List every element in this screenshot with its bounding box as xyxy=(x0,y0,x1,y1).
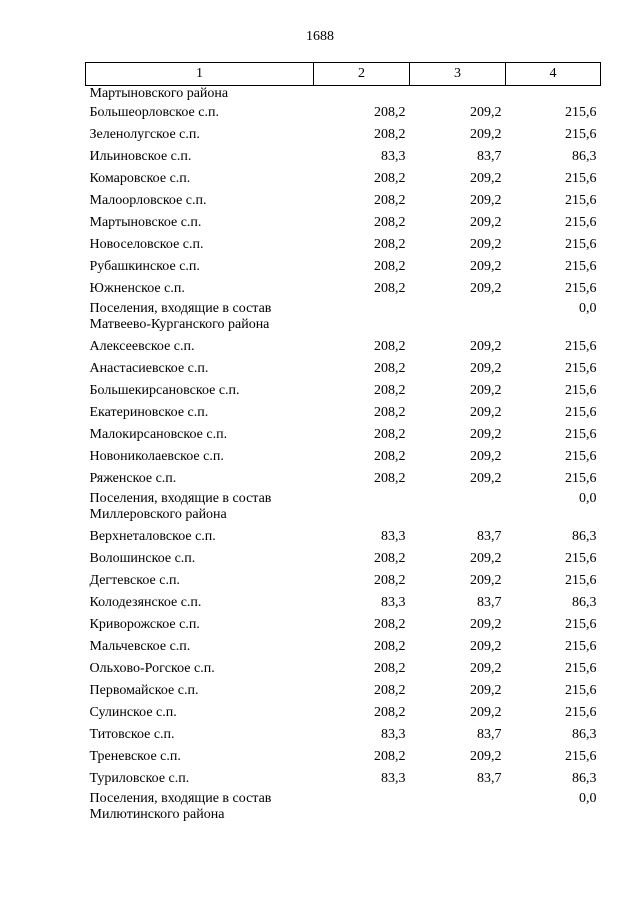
value-col-3 xyxy=(410,790,506,826)
settlement-name: Первомайское с.п. xyxy=(89,683,199,698)
settlement-name: Поселения, входящие в состав Милютинского района xyxy=(89,791,272,822)
value-col-4: 215,6 xyxy=(565,705,597,720)
settlement-name: Екатериновское с.п. xyxy=(89,405,209,420)
table-row xyxy=(86,570,601,592)
value-col-3 xyxy=(410,490,506,526)
value-col-4: 215,6 xyxy=(565,215,597,230)
settlement-name: Мартыновского района xyxy=(89,86,229,101)
data-table xyxy=(85,62,601,826)
value-col-4: 86,3 xyxy=(572,149,597,164)
value-col-4: 86,3 xyxy=(572,771,597,786)
value-col-3: 209,2 xyxy=(470,237,502,252)
value-col-2: 208,2 xyxy=(374,749,406,764)
value-col-3: 209,2 xyxy=(470,339,502,354)
value-col-3: 209,2 xyxy=(470,105,502,120)
table-row xyxy=(86,124,601,146)
value-col-3: 209,2 xyxy=(470,551,502,566)
value-col-4: 215,6 xyxy=(565,383,597,398)
value-col-3: 209,2 xyxy=(470,427,502,442)
table-row xyxy=(86,680,601,702)
value-col-4: 215,6 xyxy=(565,449,597,464)
value-col-3: 209,2 xyxy=(470,215,502,230)
table-row xyxy=(86,592,601,614)
value-col-4: 0,0 xyxy=(579,301,597,316)
settlement-name: Верхнеталовское с.п. xyxy=(89,529,216,544)
group-heading-row xyxy=(86,790,601,826)
settlement-name: Ольхово-Рогское с.п. xyxy=(89,661,215,676)
value-col-3: 209,2 xyxy=(470,171,502,186)
header-col-4: 4 xyxy=(506,63,601,86)
value-col-2 xyxy=(314,790,410,826)
value-col-2: 208,2 xyxy=(374,215,406,230)
table-row xyxy=(86,358,601,380)
value-col-4: 86,3 xyxy=(572,595,597,610)
value-col-4: 0,0 xyxy=(579,791,597,806)
settlement-name: Мальчевское с.п. xyxy=(89,639,191,654)
table-row xyxy=(86,636,601,658)
settlement-name: Большеорловское с.п. xyxy=(89,105,219,120)
value-col-4: 215,6 xyxy=(565,237,597,252)
value-col-2: 208,2 xyxy=(374,551,406,566)
value-col-3: 209,2 xyxy=(470,705,502,720)
table-row xyxy=(86,234,601,256)
value-col-4: 215,6 xyxy=(565,405,597,420)
settlement-name: Мартыновское с.п. xyxy=(89,215,202,230)
settlement-name: Новоселовское с.п. xyxy=(89,237,204,252)
value-col-4: 215,6 xyxy=(565,127,597,142)
table-header xyxy=(86,63,601,86)
value-col-3: 209,2 xyxy=(470,471,502,486)
settlement-name: Анастасиевское с.п. xyxy=(89,361,209,376)
value-col-2: 208,2 xyxy=(374,339,406,354)
page-number: 1688 xyxy=(306,29,334,44)
value-col-2: 208,2 xyxy=(374,281,406,296)
settlement-name: Сулинское с.п. xyxy=(89,705,177,720)
table-body xyxy=(86,86,601,827)
table-row xyxy=(86,102,601,124)
value-col-2 xyxy=(314,490,410,526)
table-row xyxy=(86,336,601,358)
value-col-4: 86,3 xyxy=(572,727,597,742)
group-heading-row xyxy=(86,490,601,526)
table-row xyxy=(86,526,601,548)
value-col-2: 208,2 xyxy=(374,705,406,720)
table-row xyxy=(86,212,601,234)
table-row xyxy=(86,256,601,278)
settlement-name: Зеленолугское с.п. xyxy=(89,127,200,142)
value-col-2: 208,2 xyxy=(374,639,406,654)
settlement-name: Колодезянское с.п. xyxy=(89,595,202,610)
value-col-3: 209,2 xyxy=(470,661,502,676)
value-col-4: 215,6 xyxy=(565,339,597,354)
table-row xyxy=(86,168,601,190)
value-col-4: 215,6 xyxy=(565,193,597,208)
value-col-3: 209,2 xyxy=(470,405,502,420)
value-col-3: 209,2 xyxy=(470,639,502,654)
value-col-2: 208,2 xyxy=(374,661,406,676)
value-col-4: 86,3 xyxy=(572,529,597,544)
value-col-2: 83,3 xyxy=(381,529,406,544)
value-col-2: 208,2 xyxy=(374,449,406,464)
value-col-4: 215,6 xyxy=(565,471,597,486)
value-col-2: 208,2 xyxy=(374,573,406,588)
group-heading-row xyxy=(86,300,601,336)
table-row xyxy=(86,86,601,103)
value-col-3: 209,2 xyxy=(470,193,502,208)
table-row xyxy=(86,468,601,490)
table-row xyxy=(86,768,601,790)
value-col-4: 215,6 xyxy=(565,683,597,698)
settlement-name: Большекирсановское с.п. xyxy=(89,383,240,398)
value-col-2: 83,3 xyxy=(381,149,406,164)
table-row xyxy=(86,548,601,570)
value-col-4 xyxy=(506,86,601,103)
value-col-2: 208,2 xyxy=(374,361,406,376)
value-col-4: 0,0 xyxy=(579,491,597,506)
value-col-3: 83,7 xyxy=(477,771,502,786)
value-col-3: 209,2 xyxy=(470,281,502,296)
value-col-3: 83,7 xyxy=(477,727,502,742)
value-col-3: 209,2 xyxy=(470,383,502,398)
header-col-1: 1 xyxy=(86,63,314,86)
value-col-2: 208,2 xyxy=(374,427,406,442)
value-col-3 xyxy=(410,300,506,336)
value-col-3: 209,2 xyxy=(470,683,502,698)
value-col-2: 208,2 xyxy=(374,405,406,420)
settlement-name: Дегтевское с.п. xyxy=(89,573,180,588)
value-col-2: 208,2 xyxy=(374,105,406,120)
value-col-4: 215,6 xyxy=(565,171,597,186)
header-row xyxy=(86,63,601,86)
value-col-3: 209,2 xyxy=(470,749,502,764)
value-col-3: 209,2 xyxy=(470,449,502,464)
value-col-3: 209,2 xyxy=(470,259,502,274)
value-col-2: 83,3 xyxy=(381,727,406,742)
settlement-name: Ильиновское с.п. xyxy=(89,149,192,164)
value-col-4: 215,6 xyxy=(565,281,597,296)
settlement-name: Волошинское с.п. xyxy=(89,551,196,566)
value-col-3: 83,7 xyxy=(477,149,502,164)
header-col-3: 3 xyxy=(410,63,506,86)
table-row xyxy=(86,380,601,402)
value-col-2: 208,2 xyxy=(374,171,406,186)
settlement-name: Ряженское с.п. xyxy=(89,471,177,486)
settlement-name: Малокирсановское с.п. xyxy=(89,427,228,442)
value-col-2 xyxy=(314,300,410,336)
table-row xyxy=(86,146,601,168)
header-col-2: 2 xyxy=(314,63,410,86)
settlement-name: Малоорловское с.п. xyxy=(89,193,207,208)
settlement-name: Поселения, входящие в состав Миллеровского района xyxy=(89,491,272,522)
value-col-2: 83,3 xyxy=(381,771,406,786)
settlement-name: Рубашкинское с.п. xyxy=(89,259,200,274)
value-col-2: 208,2 xyxy=(374,193,406,208)
value-col-2: 208,2 xyxy=(374,237,406,252)
settlement-name: Комаровское с.п. xyxy=(89,171,191,186)
table-row xyxy=(86,402,601,424)
value-col-3: 83,7 xyxy=(477,595,502,610)
value-col-4: 215,6 xyxy=(565,639,597,654)
value-col-4: 215,6 xyxy=(565,361,597,376)
value-col-2: 208,2 xyxy=(374,127,406,142)
value-col-3: 209,2 xyxy=(470,361,502,376)
settlement-name: Поселения, входящие в состав Матвеево-Курганского района xyxy=(89,301,272,332)
table-row xyxy=(86,702,601,724)
value-col-3: 209,2 xyxy=(470,617,502,632)
value-col-3 xyxy=(410,86,506,103)
value-col-2 xyxy=(314,86,410,103)
settlement-name: Туриловское с.п. xyxy=(89,771,190,786)
settlement-name: Криворожское с.п. xyxy=(89,617,200,632)
value-col-4: 215,6 xyxy=(565,259,597,274)
settlement-name: Алексеевское с.п. xyxy=(89,339,195,354)
table-row xyxy=(86,614,601,636)
value-col-4: 215,6 xyxy=(565,573,597,588)
value-col-2: 208,2 xyxy=(374,617,406,632)
value-col-2: 208,2 xyxy=(374,683,406,698)
value-col-2: 208,2 xyxy=(374,259,406,274)
value-col-4: 215,6 xyxy=(565,551,597,566)
settlement-name: Титовское с.п. xyxy=(89,727,175,742)
table-row xyxy=(86,190,601,212)
settlement-name: Новониколаевское с.п. xyxy=(89,449,224,464)
value-col-4: 215,6 xyxy=(565,105,597,120)
value-col-4: 215,6 xyxy=(565,749,597,764)
value-col-2: 83,3 xyxy=(381,595,406,610)
table-row xyxy=(86,446,601,468)
value-col-4: 215,6 xyxy=(565,661,597,676)
value-col-3: 209,2 xyxy=(470,127,502,142)
value-col-2: 208,2 xyxy=(374,383,406,398)
value-col-3: 209,2 xyxy=(470,573,502,588)
table-row xyxy=(86,424,601,446)
value-col-4: 215,6 xyxy=(565,617,597,632)
value-col-4: 215,6 xyxy=(565,427,597,442)
table-row xyxy=(86,658,601,680)
value-col-3: 83,7 xyxy=(477,529,502,544)
table-row xyxy=(86,278,601,300)
value-col-2: 208,2 xyxy=(374,471,406,486)
table-row xyxy=(86,746,601,768)
settlement-name: Треневское с.п. xyxy=(89,749,181,764)
table-row xyxy=(86,724,601,746)
settlement-name: Южненское с.п. xyxy=(89,281,185,296)
